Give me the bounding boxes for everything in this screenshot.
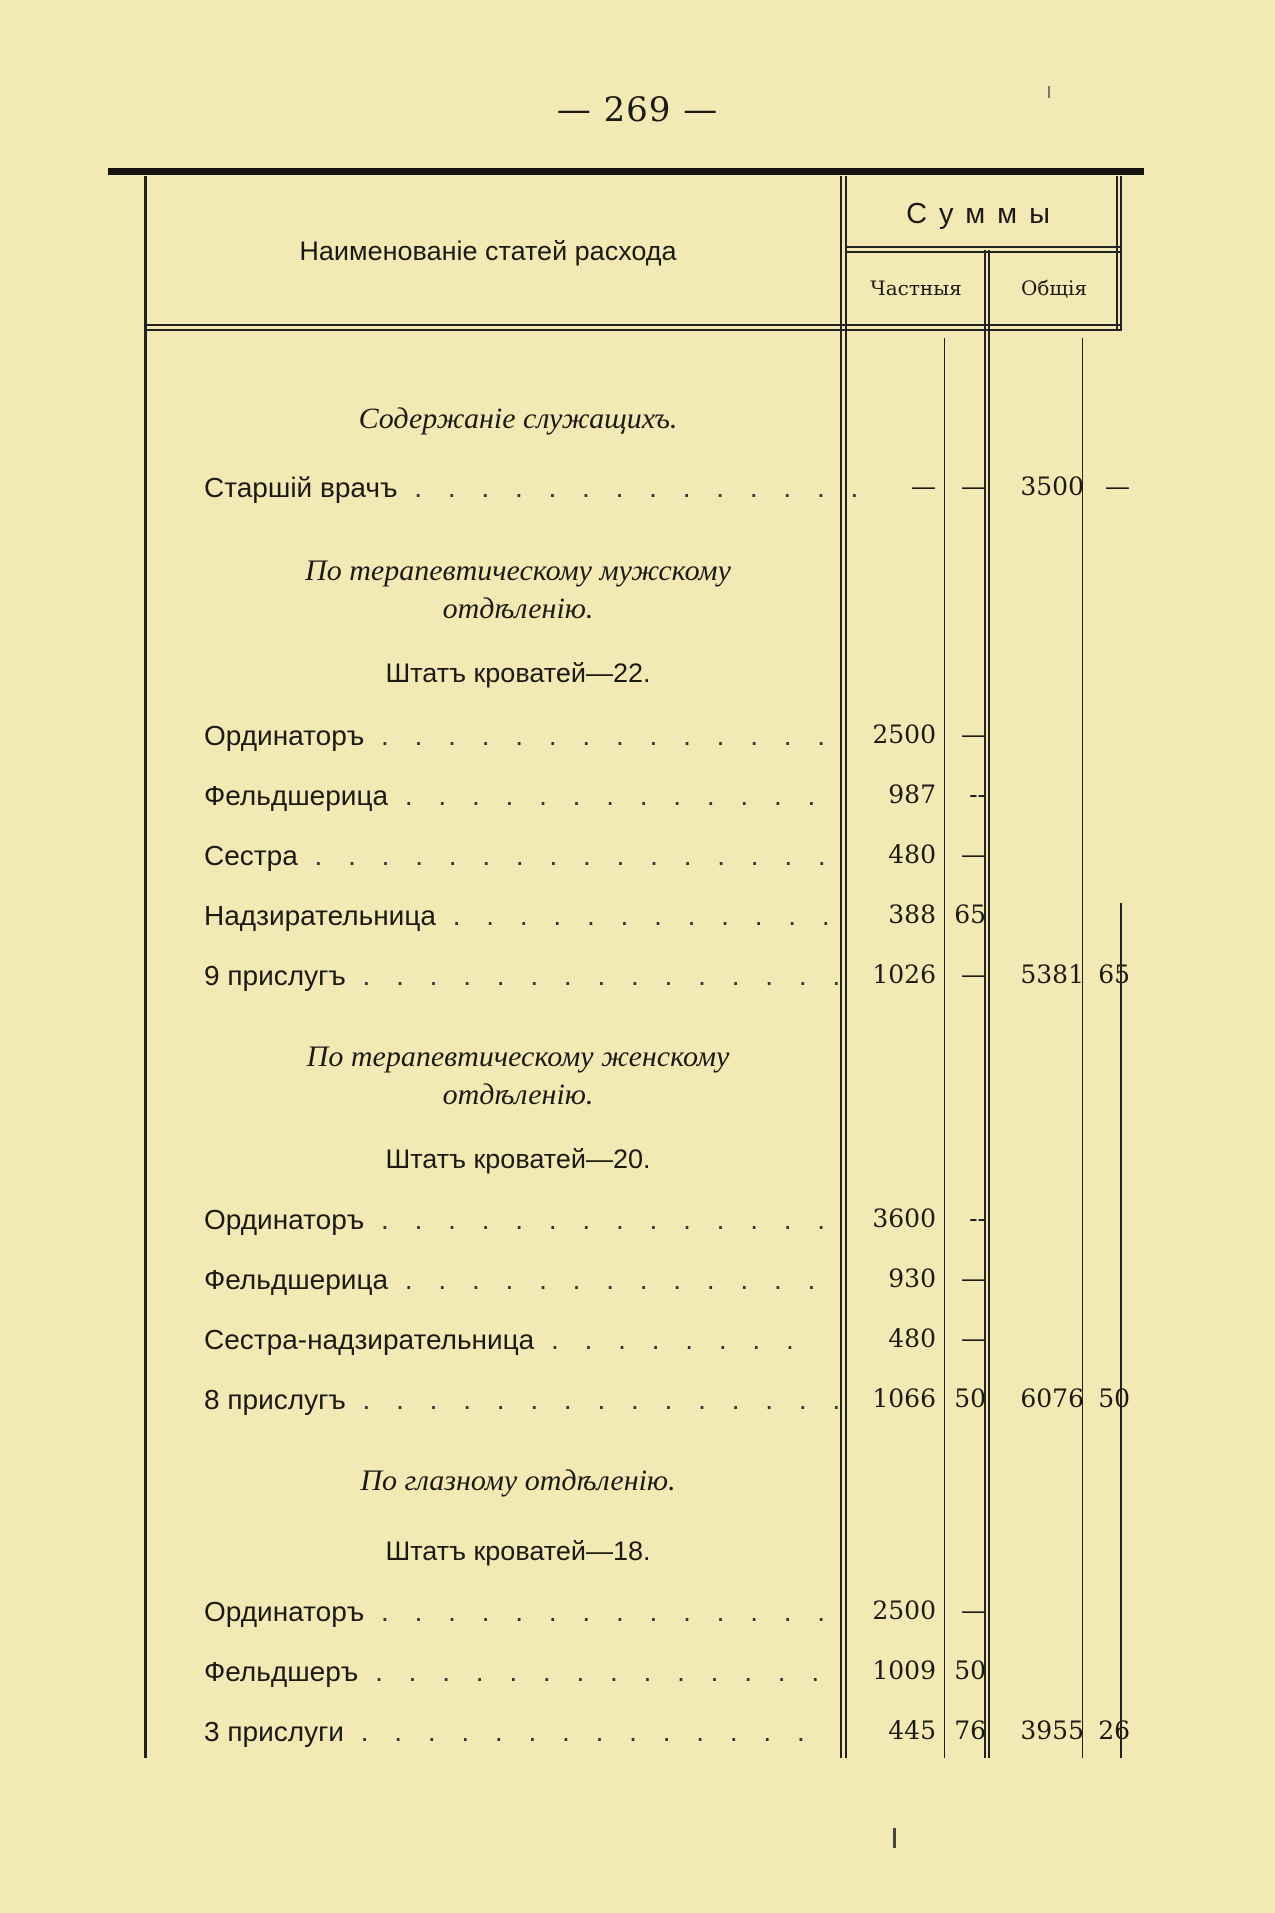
- staffing-eye: Штатъ кроватей—18.: [385, 1536, 651, 1566]
- row-label: Сестра: [204, 840, 298, 871]
- total-rubles: 5381: [1020, 960, 1084, 989]
- row-label: Фельдшерица: [204, 1264, 389, 1295]
- column-header-private: Частныя: [870, 276, 962, 300]
- total-kopecks: 65: [1098, 960, 1130, 989]
- private-kopecks: --: [969, 1204, 986, 1233]
- private-kop-divider: [944, 338, 945, 1758]
- page-number: — 269 —: [556, 90, 719, 130]
- header-bottom-rule-2: [146, 329, 1122, 331]
- private-kopecks: —: [961, 720, 986, 749]
- table-row: 9 прислугъ . . . . . . . . . . . . . . . 1026 — 5381 65: [204, 960, 1130, 991]
- column-header-sums: Суммы: [906, 198, 1062, 230]
- sums-rule: [845, 246, 1122, 248]
- row-label: 8 прислугъ: [204, 1384, 346, 1415]
- expense-table: [108, 168, 1144, 1768]
- staffing-male: Штатъ кроватей—22.: [385, 658, 651, 688]
- table-row: Ординаторъ . . . . . . . . . . . . . . 2500 —: [204, 1596, 986, 1627]
- private-kopecks: 50: [954, 1656, 986, 1685]
- private-rubles: 480: [888, 1324, 936, 1353]
- staffing-female: Штатъ кроватей—20.: [385, 1144, 651, 1174]
- private-kopecks: —: [961, 960, 986, 989]
- section-title-therapeutic-female-1: По терапевтическому женскому: [306, 1040, 730, 1073]
- table-row: Фельдшерица . . . . . . . . . . . . . 987 --: [204, 780, 986, 811]
- section-title-staff: Содержаніе служащихъ.: [358, 402, 678, 435]
- private-kopecks: 76: [954, 1716, 986, 1745]
- section-title-therapeutic-female-2: отдѣленію.: [442, 1078, 594, 1111]
- section-title-therapeutic-male-1: По терапевтическому мужскому: [305, 554, 731, 587]
- section-title-therapeutic-male-2: отдѣленію.: [442, 592, 594, 625]
- column-header-total: Общія: [1020, 276, 1088, 300]
- row-label: Ординаторъ: [204, 1204, 365, 1235]
- table-row: Сестра-надзирательница . . . . . . . . 480 —: [204, 1324, 986, 1355]
- table-row: Надзирательница . . . . . . . . . . . . 388 65: [204, 900, 986, 931]
- private-kopecks: —: [961, 472, 986, 501]
- private-rubles: 3600: [872, 1204, 936, 1233]
- column-header-title: Наименованіе статей расхода: [299, 236, 677, 266]
- total-kopecks: —: [1105, 472, 1130, 501]
- private-rubles: 388: [888, 900, 936, 929]
- section-title-eye: По глазному отдѣленію.: [360, 1464, 676, 1497]
- row-label: 3 прислуги: [204, 1716, 344, 1747]
- private-kopecks: --: [969, 780, 986, 809]
- table-row: Ординаторъ . . . . . . . . . . . . . . 3600 --: [204, 1204, 986, 1235]
- private-rubles: —: [911, 472, 936, 501]
- row-label: Фельдшерица: [204, 780, 389, 811]
- row-label: Ординаторъ: [204, 720, 365, 751]
- private-rubles: 1066: [872, 1384, 936, 1413]
- top-rule: [108, 168, 1144, 175]
- ink-mark: [1048, 86, 1050, 98]
- private-rubles: 1026: [872, 960, 936, 989]
- total-kop-divider: [1082, 338, 1083, 1758]
- private-kopecks: —: [961, 1324, 986, 1353]
- table-row: Ординаторъ . . . . . . . . . . . . . . 2500 —: [204, 720, 986, 751]
- total-rubles: 3500: [1020, 472, 1084, 501]
- private-rubles: 987: [888, 780, 936, 809]
- total-rubles: 6076: [1020, 1384, 1084, 1413]
- private-kopecks: 65: [954, 900, 986, 929]
- row-label: Фельдшеръ: [204, 1656, 359, 1687]
- row-label: Старшій врачъ: [204, 472, 398, 503]
- table-row: Фельдшерица . . . . . . . . . . . . . 930 —: [204, 1264, 986, 1295]
- private-rubles: 2500: [872, 1596, 936, 1625]
- row-label: Ординаторъ: [204, 1596, 365, 1627]
- total-kopecks: 26: [1098, 1716, 1130, 1745]
- private-rubles: 1009: [872, 1656, 936, 1685]
- table-row: 3 прислуги . . . . . . . . . . . . . . 445 76 3955 26: [204, 1716, 1130, 1747]
- private-kopecks: —: [961, 840, 986, 869]
- table-row: 8 прислугъ . . . . . . . . . . . . . . . 1066 50 6076 50: [204, 1384, 1130, 1415]
- row-label: Сестра-надзирательница: [204, 1324, 535, 1355]
- private-rubles: 930: [888, 1264, 936, 1293]
- table-row: Старшій врачъ . . . . . . . . . . . . . . — — 3500 —: [204, 472, 1130, 503]
- table-row: Сестра . . . . . . . . . . . . . . . . 480 —: [204, 840, 986, 871]
- private-rubles: 445: [888, 1716, 936, 1745]
- total-kopecks: 50: [1098, 1384, 1130, 1413]
- sums-rule-2: [845, 251, 1122, 253]
- row-label: 9 прислугъ: [204, 960, 346, 991]
- private-rubles: 480: [888, 840, 936, 869]
- row-label: Надзирательница: [204, 900, 436, 931]
- ink-mark: [893, 1828, 896, 1848]
- table-row: Фельдшеръ . . . . . . . . . . . . . . 1009 50: [204, 1656, 986, 1687]
- private-kopecks: 50: [954, 1384, 986, 1413]
- private-kopecks: —: [961, 1264, 986, 1293]
- header-bottom-rule: [146, 324, 1122, 326]
- total-rubles: 3955: [1020, 1716, 1084, 1745]
- private-rubles: 2500: [872, 720, 936, 749]
- private-kopecks: —: [961, 1596, 986, 1625]
